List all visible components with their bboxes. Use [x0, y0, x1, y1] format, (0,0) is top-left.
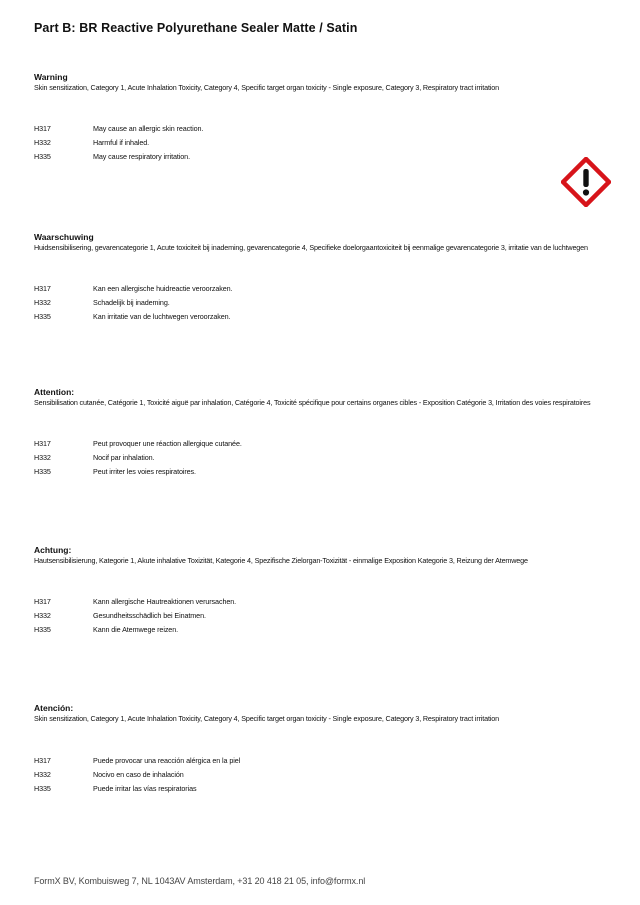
hazard-statement [34, 768, 600, 782]
statement-text: Gesundheitsschädlich bei Einatmen. [93, 611, 206, 620]
company-footer: FormX BV, Kombuisweg 7, NL 1043AV Amsterdam, +31 20 418 21 05, info@formx.nl [34, 876, 366, 886]
statement-code: H335 [34, 312, 51, 321]
hazard-statement [34, 451, 600, 465]
statement-code: H317 [34, 756, 51, 765]
statement-text: May cause an allergic skin reaction. [93, 124, 204, 133]
statement-code: H317 [34, 597, 51, 606]
hazard-statements [34, 754, 600, 796]
statement-code: H317 [34, 124, 51, 133]
statement-text: Peut irriter les voies respiratoires. [93, 467, 196, 476]
section-dutch [34, 232, 600, 324]
statement-code: H332 [34, 298, 51, 307]
statement-text: Nocif par inhalation. [93, 453, 155, 462]
page-title: Part B: BR Reactive Polyurethane Sealer Matte / Satin [34, 21, 358, 35]
statement-text: Harmful if inhaled. [93, 138, 150, 147]
section-german [34, 545, 600, 637]
statement-code: H335 [34, 784, 51, 793]
statement-text: Schadelijk bij inademing. [93, 298, 170, 307]
hazard-statement [34, 465, 600, 479]
hazard-statements [34, 122, 600, 164]
hazard-statement [34, 754, 600, 768]
hazard-statement [34, 782, 600, 796]
hazard-statement [34, 136, 600, 150]
signal-word: Warning [34, 72, 68, 82]
hazard-statement [34, 282, 600, 296]
statement-code: H332 [34, 453, 51, 462]
statement-code: H335 [34, 625, 51, 634]
section-english [34, 72, 600, 164]
statement-code: H332 [34, 770, 51, 779]
hazard-statement [34, 296, 600, 310]
statement-code: H332 [34, 138, 51, 147]
statement-code: H332 [34, 611, 51, 620]
statement-text: Puede irritar las vías respiratorias [93, 784, 197, 793]
statement-text: May cause respiratory irritation. [93, 152, 190, 161]
hazard-statement [34, 150, 600, 164]
statement-code: H317 [34, 284, 51, 293]
statement-code: H335 [34, 152, 51, 161]
hazard-statement [34, 437, 600, 451]
hazard-statement [34, 595, 600, 609]
signal-word: Atención: [34, 703, 74, 713]
hazard-statement [34, 609, 600, 623]
section-spanish [34, 703, 600, 796]
signal-word: Achtung: [34, 545, 72, 555]
hazard-classification: Skin sensitization, Category 1, Acute Inhalation Toxicity, Category 4, Specific target organ toxicity - Single exposure, Category 3, Respiratory tract irritation [34, 714, 499, 723]
hazard-statements [34, 595, 600, 637]
statement-code: H335 [34, 467, 51, 476]
section-french [34, 387, 600, 479]
signal-word: Attention: [34, 387, 75, 397]
hazard-statement [34, 122, 600, 136]
hazard-statement [34, 623, 600, 637]
statement-text: Kann die Atemwege reizen. [93, 625, 179, 634]
statement-text: Kan irritatie van de luchtwegen veroorzaken. [93, 312, 231, 321]
hazard-statements [34, 437, 600, 479]
statement-text: Puede provocar una reacción alérgica en la piel [93, 756, 241, 765]
hazard-statement [34, 310, 600, 324]
hazard-statements [34, 282, 600, 324]
hazard-classification: Skin sensitization, Category 1, Acute Inhalation Toxicity, Category 4, Specific target organ toxicity - Single exposure, Category 3, Respiratory tract irritation [34, 83, 499, 92]
statement-code: H317 [34, 439, 51, 448]
signal-word: Waarschuwing [34, 232, 94, 242]
hazard-classification: Huidsensibilisering, gevarencategorie 1, Acute toxiciteit bij inademing, gevarencategorie 4, Specifieke doelorgaantoxiciteit bij eenmalige gevarencategorie 3, irritatie van de luchtwegen [34, 243, 588, 252]
ghs-exclamation-mark-icon [561, 157, 611, 207]
statement-text: Nocivo en caso de inhalación [93, 770, 184, 779]
hazard-classification: Sensibilisation cutanée, Catégorie 1, Toxicité aiguë par inhalation, Catégorie 4, Toxicité spécifique pour certains organes cibles - Exposition Catégorie 3, Irritation des voies respiratoires [34, 398, 591, 407]
statement-text: Kan een allergische huidreactie veroorzaken. [93, 284, 233, 293]
hazard-classification: Hautsensibilisierung, Kategorie 1, Akute inhalative Toxizität, Kategorie 4, Spezifische Zielorgan-Toxizität - einmalige Exposition Kategorie 3, Reizung der Atemwege [34, 556, 528, 565]
statement-text: Kann allergische Hautreaktionen verursachen. [93, 597, 237, 606]
statement-text: Peut provoquer une réaction allergique cutanée. [93, 439, 242, 448]
